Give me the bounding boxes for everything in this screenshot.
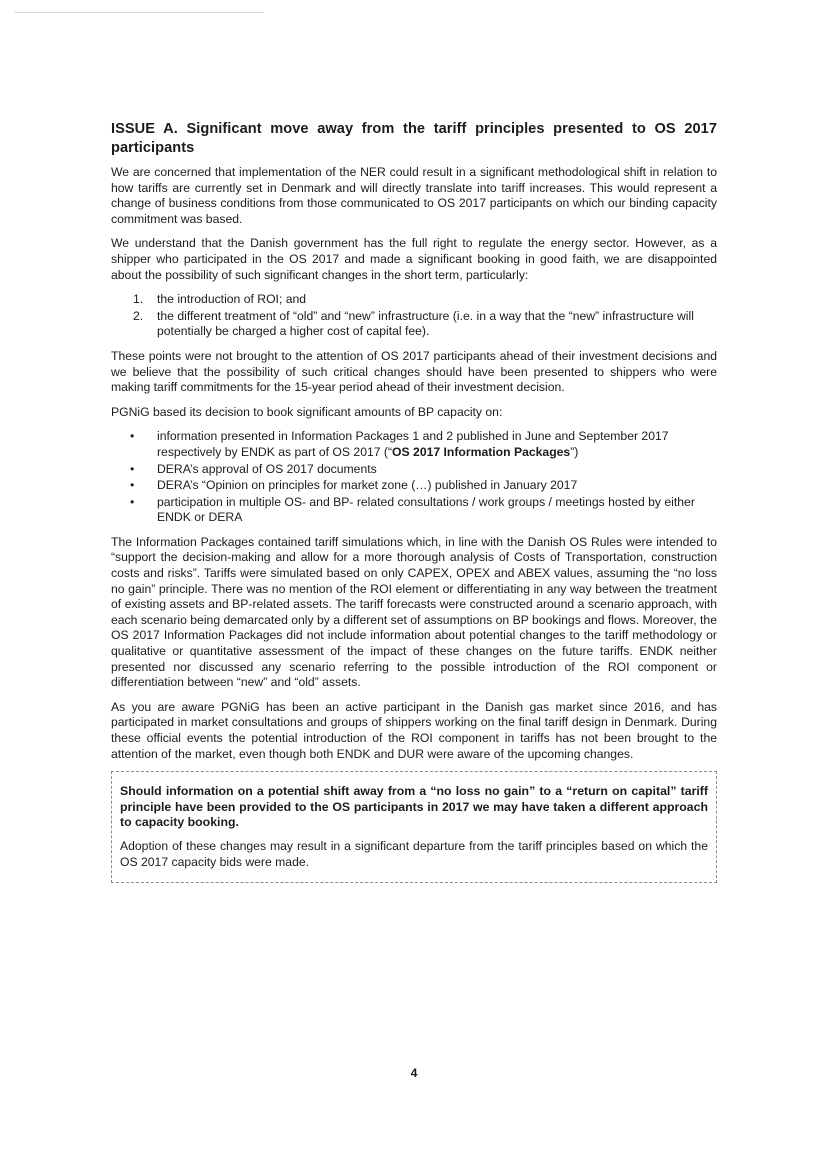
- list-item-text: the different treatment of “old” and “new” infrastructure (i.e. in a way that the “new” infrastructure will potentially be charged a higher cost of capital fee).: [157, 308, 694, 339]
- list-item-text: DERA’s approval of OS 2017 documents: [157, 461, 377, 476]
- list-item-text: the introduction of ROI; and: [157, 292, 307, 307]
- bullet-icon: •: [130, 461, 135, 476]
- list-item-text-end: ”): [570, 444, 579, 459]
- numbered-list: [111, 292, 717, 340]
- top-rule: [14, 12, 264, 13]
- page-number: 4: [410, 1066, 418, 1080]
- bullet-icon: •: [130, 429, 135, 444]
- paragraph-6: As you are aware PGNiG has been an active participant in the Danish gas market since 2016, and has participated in market consultations and groups of shippers working on the final tariff design in Denmark. During these official events the potential introduction of the ROI component in tariffs has not been brought to the attention of the market, even though both ENDK and DUR were aware of the upcoming changes.: [111, 699, 717, 761]
- paragraph-5: The Information Packages contained tariff simulations which, in line with the Danish OS Rules were intended to “support the decision-making and allow for a more thorough analysis of Costs of Transportation, construction costs and risks”. Tariffs were simulated based on only CAPEX, OPEX and ABEX values, assuming the “no loss no gain” principle. There was no mention of the ROI element or differentiating in any way between the treatment of existing assets and BP-related assets. The tariff forecasts were constructed around a scenario approach, with each scenario being demarcated only by a different set of assumptions on BP bookings and flows. Moreover, the OS 2017 Information Packages did not include information about potential changes to the tariff methodology or qualitative or quantitative assessment of the impact of these changes on the future tariffs. ENDK neither presented nor discussed any scenario referring to the possible introduction of the ROI component or differentiation between “new” and “old” assets.: [111, 534, 717, 690]
- callout-box: [111, 771, 717, 883]
- section-heading: ISSUE A. Significant move away from the tariff principles presented to OS 2017 participants: [111, 121, 717, 156]
- paragraph-2: We understand that the Danish government has the full right to regulate the energy sector. However, as a shipper who participated in the OS 2017 and made a significant booking in good faith, we are disappointed about the possibility of such significant changes in the short term, particularly:: [111, 236, 717, 282]
- bullet-list-item: [111, 462, 717, 478]
- numbered-list-item: [111, 309, 717, 340]
- list-marker: 2.: [133, 308, 144, 323]
- numbered-list-item: [111, 292, 717, 308]
- list-marker: 1.: [133, 292, 144, 307]
- callout-bold-text: Should information on a potential shift away from a “no loss no gain” to a “return on capital” tariff principle have been provided to the OS participants in 2017 we may have taken a different approach to capacity booking.: [120, 784, 708, 830]
- list-item-text: DERA’s “Opinion on principles for market zone (…) published in January 2017: [157, 478, 578, 493]
- list-item-text: information presented in Information Packages 1 and 2 published in June and September 2017 respectively by ENDK as part of OS 2017 (“: [157, 429, 669, 459]
- bullet-list: [111, 429, 717, 526]
- bullet-list-item: [111, 495, 717, 526]
- paragraph-4: PGNiG based its decision to book significant amounts of BP capacity on:: [111, 404, 503, 419]
- bullet-icon: •: [130, 494, 135, 509]
- document-body: [111, 120, 717, 883]
- list-item-text: participation in multiple OS- and BP- related consultations / work groups / meetings hosted by either ENDK or DERA: [157, 494, 695, 525]
- callout-text: Adoption of these changes may result in a significant departure from the tariff principles based on which the OS 2017 capacity bids were made.: [120, 838, 708, 869]
- paragraph-3: These points were not brought to the attention of OS 2017 participants ahead of their investment decisions and we believe that the possibility of such critical changes should have been presented to shippers who were making tariff commitments for the 15-year period ahead of their investment decision.: [111, 348, 717, 395]
- paragraph-1: We are concerned that implementation of the NER could result in a significant methodological shift in relation to how tariffs are currently set in Denmark and will directly translate into tariff increases. This would represent a change of business conditions from those communicated to OS 2017 participants on which our binding capacity commitment was based.: [111, 165, 717, 226]
- bullet-icon: •: [130, 478, 135, 493]
- bullet-list-item: [111, 429, 717, 460]
- bullet-list-item: [111, 478, 717, 494]
- list-item-bold-text: OS 2017 Information Packages: [392, 444, 571, 459]
